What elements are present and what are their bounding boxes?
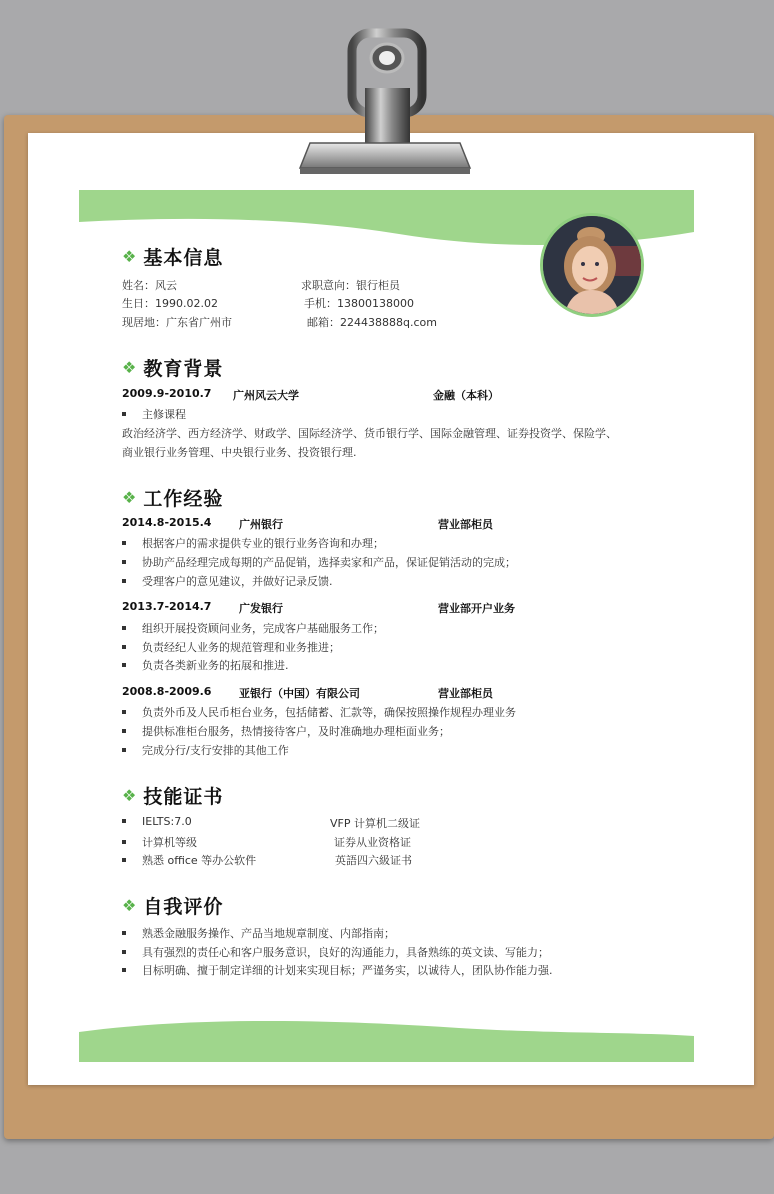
job-company: 广发银行 xyxy=(239,602,283,615)
education-heading xyxy=(122,354,223,381)
list-item: 受理客户的意见建议，并做好记录反馈. xyxy=(122,573,333,589)
bullet-icon xyxy=(122,579,126,583)
edu-school: 广州风云大学 xyxy=(233,389,299,402)
section-title: 教育背景 xyxy=(143,358,224,380)
skills-heading xyxy=(122,782,223,809)
list-item: 完成分行/支行安排的其他工作 xyxy=(122,742,289,758)
certificate-item: VFP 计算机二级证 xyxy=(330,817,420,830)
list-item: 提供标准柜台服务，热情接待客户，及时准确地办理柜面业务； xyxy=(122,723,450,739)
bullet-icon xyxy=(122,560,126,564)
course-label: 主修课程 xyxy=(122,406,186,422)
list-item: 负责经纪人业务的规范管理和业务推进； xyxy=(122,639,340,655)
skill-item: 计算机等级 xyxy=(122,834,197,850)
basic-info-heading xyxy=(122,243,223,270)
list-item: 根据客户的需求提供专业的银行业务咨询和办理； xyxy=(122,535,384,551)
bullet-icon xyxy=(122,968,126,972)
self-evaluation-heading xyxy=(122,892,223,919)
name-field: 姓名：风云 xyxy=(122,279,177,292)
job-company: 广州银行 xyxy=(239,518,283,531)
certificate-item: 英語四六級证书 xyxy=(335,854,412,867)
job-period: 2014.8-2015.4 xyxy=(122,516,212,529)
section-title: 自我评价 xyxy=(143,896,224,918)
section-title: 基本信息 xyxy=(143,247,224,269)
phone-field: 手机：13800138000 xyxy=(304,297,414,310)
bullet-icon xyxy=(122,840,126,844)
job-position: 营业部开户业务 xyxy=(438,602,515,615)
bullet-icon xyxy=(122,710,126,714)
job-period: 2013.7-2014.7 xyxy=(122,600,212,613)
bullet-icon xyxy=(122,412,126,416)
bullet-icon xyxy=(122,819,126,823)
list-item: 协助产品经理完成每期的产品促销，选择卖家和产品，保证促销活动的完成； xyxy=(122,554,516,570)
work-heading xyxy=(122,484,223,511)
diamond-icon: ❖ xyxy=(122,358,138,377)
courses-line: 商业银行业务管理、中央银行业务、投资银行理. xyxy=(122,446,357,459)
diamond-icon: ❖ xyxy=(122,786,138,805)
skill-item: IELTS:7.0 xyxy=(122,815,192,828)
list-item: 组织开展投资顾问业务，完成客户基础服务工作； xyxy=(122,620,384,636)
birth-field: 生日：1990.02.02 xyxy=(122,297,218,310)
list-item: 负责外币及人民币柜台业务，包括储蓄、汇款等，确保按照操作规程办理业务 xyxy=(122,704,516,720)
list-item: 目标明确、擅于制定详细的计划来实现目标；严谨务实，以诚待人，团队协作能力强. xyxy=(122,962,553,978)
list-item: 负责各类新业务的拓展和推进. xyxy=(122,657,289,673)
job-company: 亚银行（中国）有限公司 xyxy=(239,687,360,700)
diamond-icon: ❖ xyxy=(122,896,138,915)
residence-field: 现居地：广东省广州市 xyxy=(122,316,232,329)
edu-major: 金融（本科） xyxy=(433,389,499,402)
edu-period: 2009.9-2010.7 xyxy=(122,387,212,400)
bullet-icon xyxy=(122,626,126,630)
bullet-icon xyxy=(122,541,126,545)
bottom-wave-decoration xyxy=(79,1018,694,1062)
list-item: 具有强烈的责任心和客户服务意识，良好的沟通能力，具备熟练的英文读、写能力； xyxy=(122,944,549,960)
bullet-icon xyxy=(122,950,126,954)
profile-photo xyxy=(540,213,644,317)
intention-field: 求职意向：银行柜员 xyxy=(301,279,400,292)
courses-line: 政治经济学、西方经济学、财政学、国际经济学、货币银行学、国际金融管理、证券投资学、保险学、 xyxy=(122,427,617,440)
bullet-icon xyxy=(122,663,126,667)
job-position: 营业部柜员 xyxy=(438,687,493,700)
section-title: 技能证书 xyxy=(143,786,224,808)
bullet-icon xyxy=(122,748,126,752)
bullet-icon xyxy=(122,645,126,649)
email-field: 邮箱：224438888q.com xyxy=(307,316,437,329)
diamond-icon: ❖ xyxy=(122,488,138,507)
skill-item: 熟悉 office 等办公软件 xyxy=(122,852,256,868)
bullet-icon xyxy=(122,931,126,935)
binder-clip-icon xyxy=(290,18,480,178)
certificate-item: 证券从业资格证 xyxy=(334,836,411,849)
bullet-icon xyxy=(122,729,126,733)
diamond-icon: ❖ xyxy=(122,247,138,266)
section-title: 工作经验 xyxy=(143,488,224,510)
job-period: 2008.8-2009.6 xyxy=(122,685,212,698)
job-position: 营业部柜员 xyxy=(438,518,493,531)
bullet-icon xyxy=(122,858,126,862)
list-item: 熟悉金融服务操作、产品当地规章制度、内部指南； xyxy=(122,925,395,941)
